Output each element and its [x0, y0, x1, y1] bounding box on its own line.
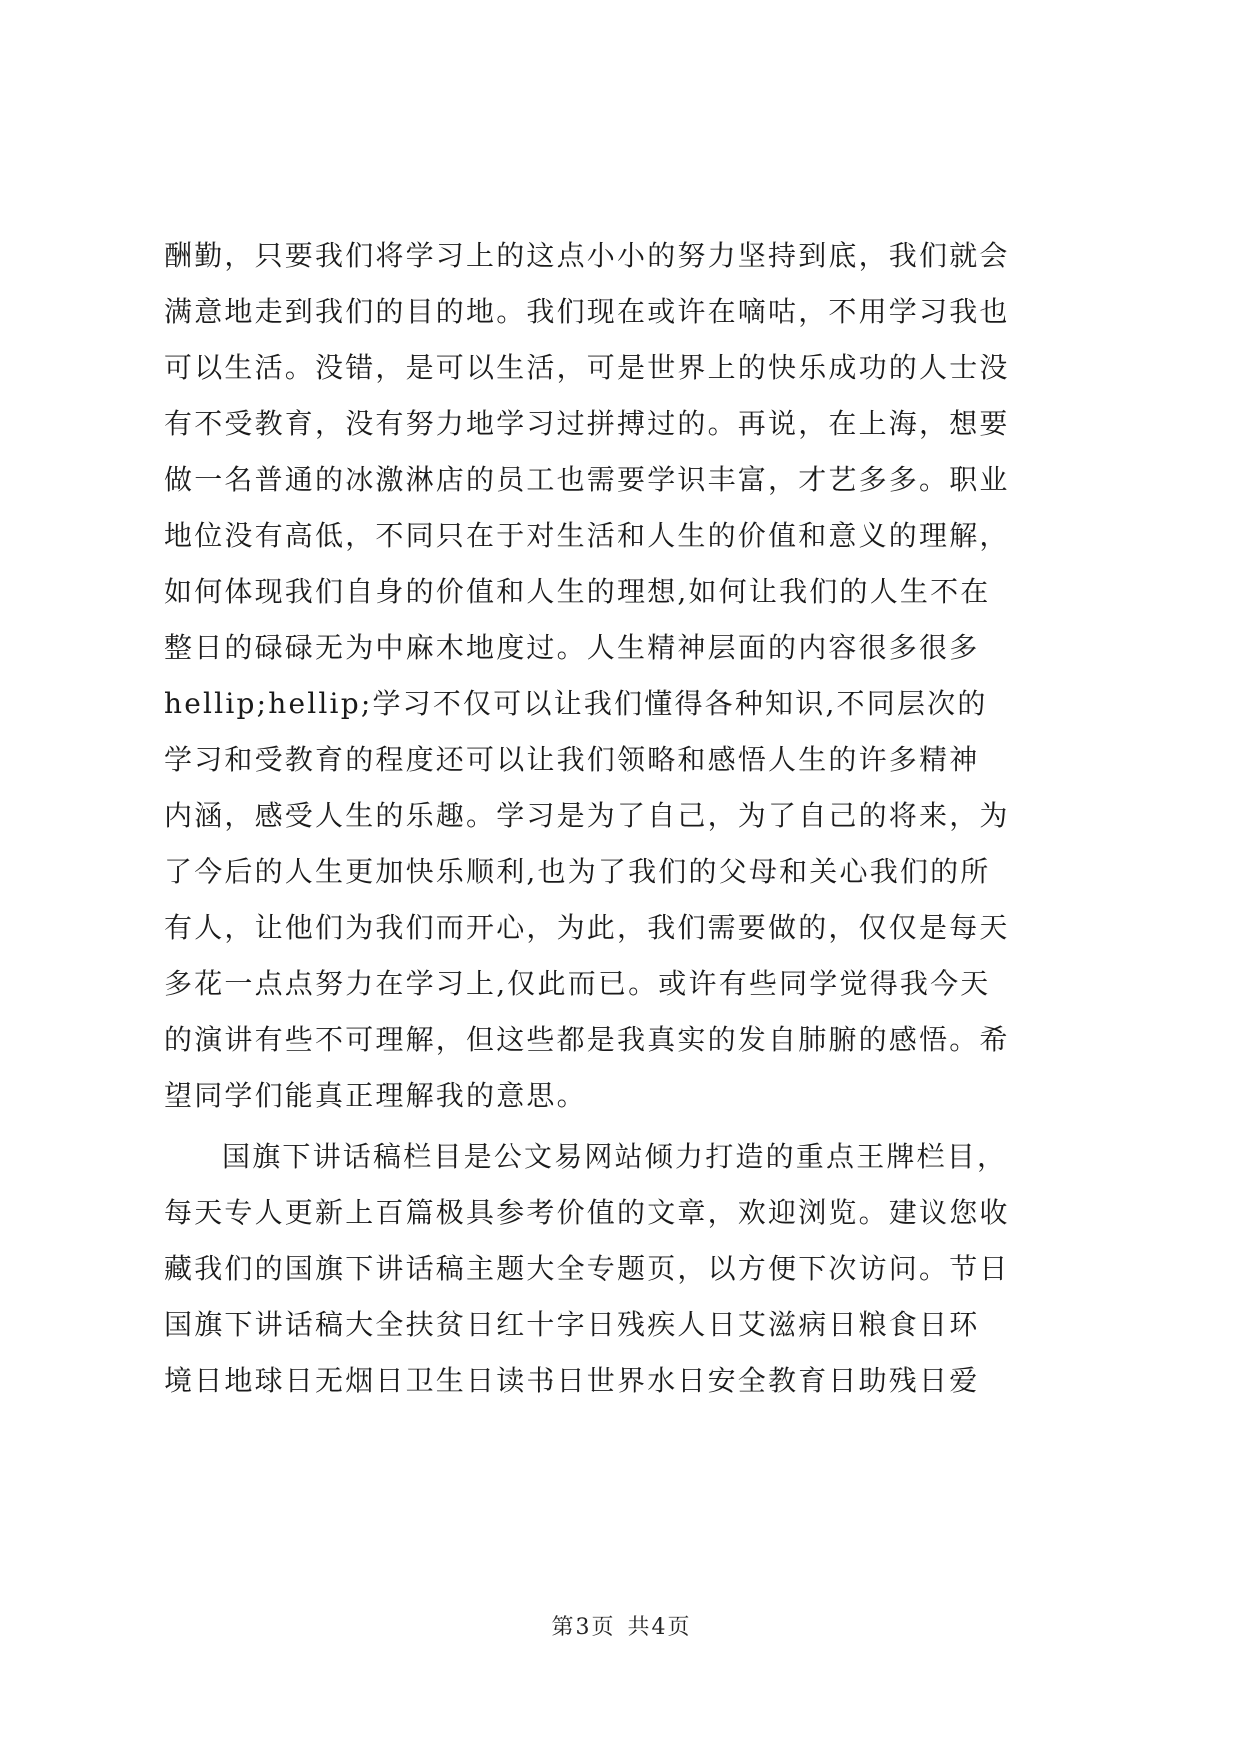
text-line: 整日的碌碌无为中麻木地度过。人生精神层面的内容很多很多 [164, 631, 980, 664]
text-line: 酬勤，只要我们将学习上的这点小小的努力坚持到底，我们就会 [164, 239, 1010, 272]
text-line: 可以生活。没错，是可以生活，可是世界上的快乐成功的人士没 [164, 351, 1010, 384]
text-line: 每天专人更新上百篇极具参考价值的文章，欢迎浏览。建议您收 [164, 1196, 1010, 1229]
text-line: 了今后的人生更加快乐顺利,也为了我们的父母和关心我们的所 [164, 855, 991, 888]
text-line: 藏我们的国旗下讲话稿主题大全专题页，以方便下次访问。节日 [164, 1252, 1010, 1285]
total-page-number: 4 [651, 1615, 666, 1640]
paragraph-2 [164, 1129, 1094, 1409]
text-line: 的演讲有些不可理解，但这些都是我真实的发自肺腑的感悟。希 [164, 1023, 1010, 1056]
text-line: 内涵，感受人生的乐趣。学习是为了自己，为了自己的将来，为 [164, 799, 1010, 832]
text-line: 望同学们能真正理解我的意思。 [164, 1079, 587, 1112]
text-line: 如何体现我们自身的价值和人生的理想,如何让我们的人生不在 [164, 575, 991, 608]
text-line: 境日地球日无烟日卫生日读书日世界水日安全教育日助残日爱 [164, 1364, 980, 1397]
text-line: 满意地走到我们的目的地。我们现在或许在嘀咕，不用学习我也 [164, 295, 1010, 328]
text-line: 国旗下讲话稿大全扶贫日红十字日残疾人日艾滋病日粮食日环 [164, 1308, 980, 1341]
text-line: 做一名普通的冰激淋店的员工也需要学识丰富，才艺多多。职业 [164, 463, 1010, 496]
paragraph-1 [164, 228, 1094, 1124]
text-line: 有人，让他们为我们而开心，为此，我们需要做的，仅仅是每天 [164, 911, 1010, 944]
total-prefix: 共 [627, 1615, 650, 1640]
document-body [164, 228, 1094, 1409]
page-prefix: 第 [551, 1615, 574, 1640]
text-line: 地位没有高低，不同只在于对生活和人生的价值和意义的理解， [164, 519, 1010, 552]
page-unit: 页 [591, 1615, 614, 1640]
text-line: 有不受教育，没有努力地学习过拼搏过的。再说，在上海，想要 [164, 407, 1010, 440]
total-unit: 页 [667, 1615, 690, 1640]
text-line: 多花一点点努力在学习上,仅此而已。或许有些同学觉得我今天 [164, 967, 991, 1000]
page-footer [0, 1613, 1241, 1643]
current-page-number: 3 [575, 1615, 590, 1640]
text-line: 学习和受教育的程度还可以让我们领略和感悟人生的许多精神 [164, 743, 980, 776]
text-line: 国旗下讲话稿栏目是公文易网站倾力打造的重点王牌栏目， [222, 1140, 1008, 1173]
text-line: hellip;hellip;学习不仅可以让我们懂得各种知识,不同层次的 [164, 687, 988, 720]
